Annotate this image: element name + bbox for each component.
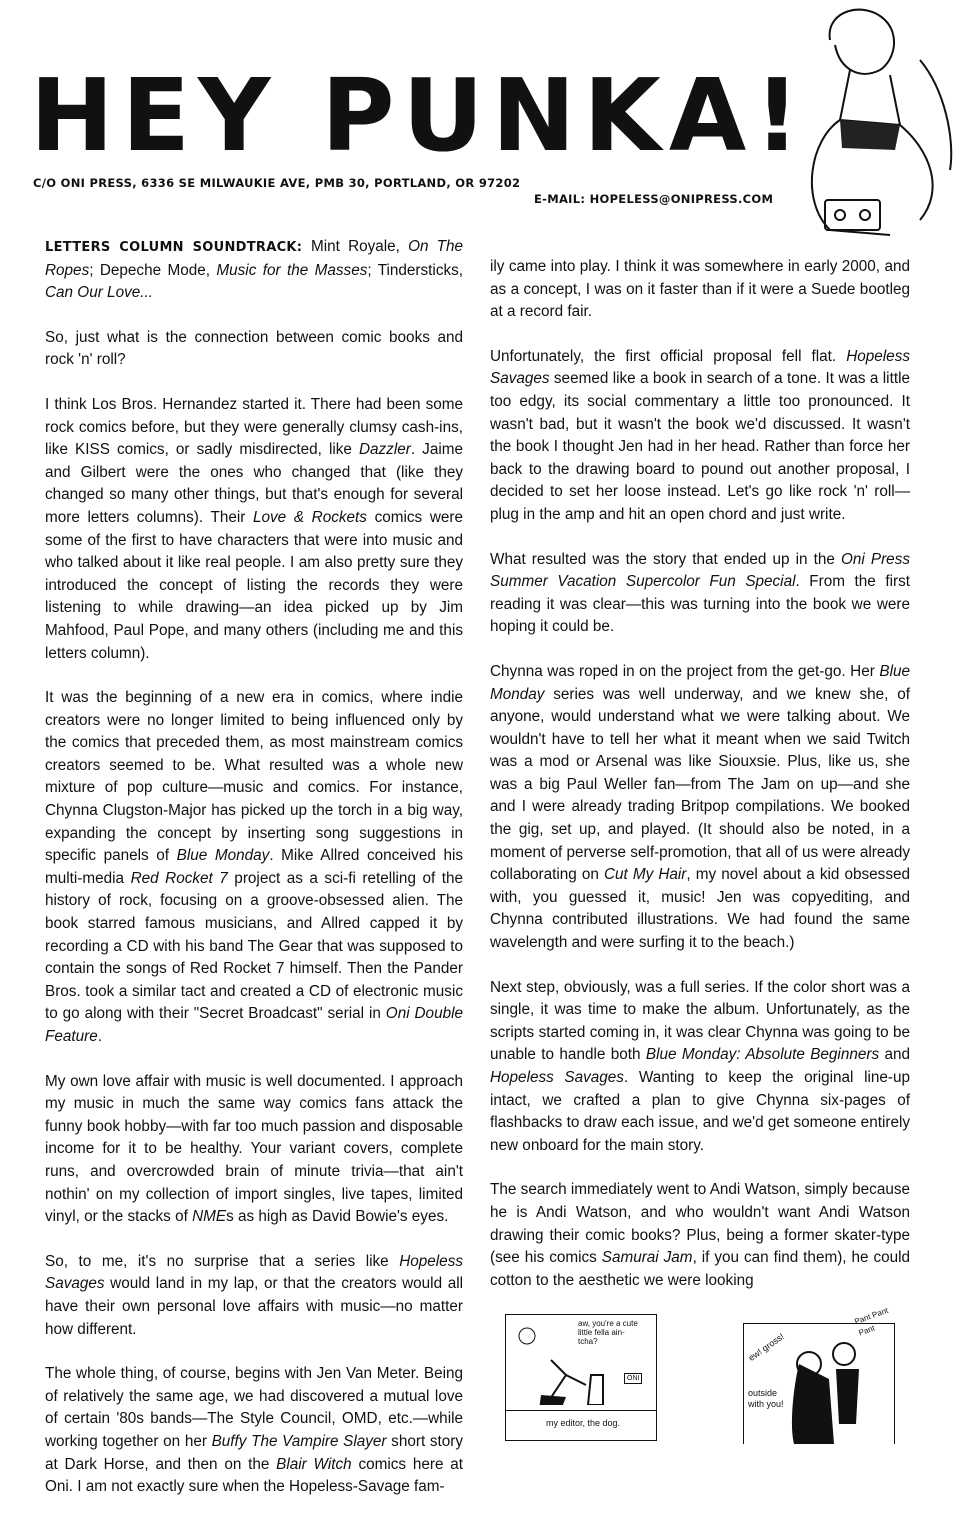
paragraph — [45, 1363, 463, 1499]
left-column — [45, 236, 463, 1521]
title-reference: Blair Witch — [276, 1455, 352, 1473]
speech-text-outside: outside with you! — [748, 1388, 784, 1410]
title-reference: Red Rocket 7 — [130, 869, 228, 887]
text-segment: would land in my lap, or that the creators would all have their own personal love affairs with music—no matter how different. — [45, 1275, 463, 1338]
text-segment: Next step, obviously, was a full series. If the color short was a single, it was time to make the album. Unfortunately, as the scripts started coming in, it was clear Chynna was going to be unable to handle both — [490, 978, 910, 1064]
text-segment: ; Tindersticks, — [367, 261, 464, 279]
paragraph — [45, 394, 463, 665]
title-reference: NME — [192, 1208, 227, 1226]
text-segment: . Wanting to keep the original line-up intact, we crafted a plan to give Chynna six-pages of flashbacks to draw each issue, and we'd get someone entirely new onboard for the main story. — [490, 1069, 910, 1154]
title-reference: Samurai Jam — [601, 1249, 693, 1267]
text-segment: . Mike Allred conceived his multi-media — [45, 847, 464, 887]
paragraph — [490, 1179, 910, 1292]
text-segment: Chynna was roped in on the project from the get-go. Her — [490, 662, 880, 680]
comic-panel-editor-dog — [505, 1314, 657, 1441]
text-segment: , my novel about a kid obsessed with, you guessed it, music! Jen was copyediting, and Chynna contributed illustrations. We had found the same wavelength and were surfing it to the beach.) — [490, 866, 910, 952]
paragraph — [490, 661, 910, 955]
title-reference: Love & Rockets — [253, 508, 367, 526]
woman-and-dog-drawing — [506, 1315, 656, 1405]
text-segment: comics here at Oni. I am not exactly sure when the Hopeless-Savage fam- — [45, 1455, 463, 1496]
text-segment: Mint Royale, — [311, 238, 409, 255]
text-segment: series was well underway, and we knew she, of anyone, would understand what we were talking about. We wouldn't have to tell her what it meant when we said Twitch was a mod or Arsenal was like Siouxsie. Plus, like us, she was a big Paul Weller fan—from The Jam on up—and she and I were already trading Britpop compilations. We booked the gig, set up, and played. (It should also be noted, in a moment of perverse self-promotion, that all of us were already collaborating on — [490, 685, 911, 884]
panel-caption: my editor, the dog. — [546, 1418, 621, 1429]
title-reference: Oni Double Feature — [45, 1005, 463, 1045]
text-segment: project as a sci-fi retelling of the history of rock, focusing on a groove-obsessed alien. The book starred famous musicians, and Allred capped it by recording a CD with his band The Gear that was supposed to contain the songs of Red Rocket 7 himself. Then the Pander Bros. took a similar tact and created a CD of electronic music to go along with their "Secret Broadcast" serial in — [45, 869, 464, 1023]
comic-panel-outside — [743, 1306, 895, 1444]
speech-text-gross: ew! gross! — [746, 1331, 786, 1364]
title-reference: Hopeless Savages — [490, 1069, 624, 1086]
title-reference: Can Our Love... — [45, 284, 153, 302]
text-segment: seemed like a book in search of a tone. It was a little too edgy, its social commentary a little too pronounced. It wasn't bad, but it wasn't the book we'd discussed. It wasn't the book I thought Jen had in her head. Rather than force her back to the drawing board to pound out another proposal, I decided to set her loose instead. Let's go like rock 'n' roll—plug in the amp and hit an open chord and just write. — [490, 370, 910, 523]
girl-with-headphones-illustration — [770, 0, 960, 245]
text-segment: I think Los Bros. Hernandez started it. There had been some rock comics before, but they were generally clumsy cash-ins, like KISS comics, or sadly misdirected, like — [45, 395, 463, 459]
speech-text: aw, you're a cute little fella ain-tcha? — [578, 1319, 638, 1347]
doghouse-sign: ONI — [624, 1373, 642, 1384]
title-reference: On The Ropes — [45, 238, 464, 279]
comic-panels — [490, 1306, 910, 1444]
paragraph — [45, 1251, 463, 1341]
mailing-address: C/O ONI PRESS, 6336 SE MILWAUKIE AVE, PMB 30, PORTLAND, OR 97202 — [33, 176, 521, 190]
text-segment: The whole thing, of course, begins with Jen Van Meter. Being of relatively the same age, we had discovered a mutual love of certain '80s bands—The Style Council, OMD, etc.—while working together on her — [45, 1365, 463, 1450]
paragraph — [45, 236, 463, 305]
right-column — [490, 256, 910, 1444]
text-segment: So, to me, it's no surprise that a series like — [45, 1252, 400, 1270]
soundtrack-label: LETTERS COLUMN SOUNDTRACK: — [45, 240, 312, 255]
text-segment: comics were some of the first to have characters that were into music and who talked about it like real people. I am also pretty sure they introduced the concept of listing the records they were listening to while drawing—an idea picked up by Jim Mahfood, Paul Pope, and many others (including me and this letters column). — [45, 508, 463, 662]
text-segment: ; Depeche Mode, — [89, 261, 217, 279]
text-segment: and — [879, 1046, 910, 1064]
text-segment: Unfortunately, the first official proposal fell flat. — [490, 347, 847, 365]
text-segment: , if you can find them), he could cotton to the aesthetic we were looking — [490, 1249, 911, 1289]
paragraph — [45, 1071, 463, 1229]
text-segment: s as high as David Bowie's eyes. — [226, 1208, 449, 1226]
paragraph — [490, 256, 910, 324]
text-segment: ily came into play. I think it was somewhere in early 2000, and as a concept, I was on it faster than if it were a Suede bootleg at a record fair. — [490, 258, 910, 321]
paragraph — [490, 346, 910, 527]
text-segment: The search immediately went to Andi Watson, simply because he is Andi Watson, and who wouldn't want Andi Watson drawing their comic books? Plus, being a former skater-type (see his comics — [490, 1181, 910, 1267]
woman-and-man-drawing — [744, 1324, 894, 1444]
title-reference: Buffy The Vampire Slayer — [211, 1432, 387, 1450]
text-segment: My own love affair with music is well documented. I approach my music in much the same way comics fans attack the funny book hobby—with far too much passion and disposable income for it to be healthy. Your variant covers, complete runs, and overcrowded brain of minute trivia—that ain't nothin' on my collection of import singles, live tapes, limited vinyl, or the stacks of — [45, 1072, 463, 1226]
title-reference: Blue Monday: Absolute Beginners — [645, 1046, 880, 1064]
title-reference: Music for the Masses — [216, 261, 368, 279]
paragraph — [45, 687, 463, 1049]
text-segment: It was the beginning of a new era in comics, where indie creators were no longer limited to being influenced only by the comics that preceded them, as most mainstream comics creators seemed to be. What resulted was a whole new mixture of pop culture—music and comics. For instance, Chynna Clugston-Major has picked up the torch in a big way, expanding the concept by inserting song suggestions in specific panels of — [45, 689, 463, 865]
title-reference: Blue Monday — [490, 662, 910, 703]
title-reference: Hopeless Savages — [45, 1252, 463, 1293]
text-segment: . — [97, 1028, 102, 1045]
paragraph — [45, 327, 463, 372]
email-address: E-MAIL: HOPELESS@ONIPRESS.COM — [534, 192, 774, 206]
text-segment: So, just what is the connection between comic books and rock 'n' roll? — [45, 328, 463, 369]
sfx-pant: Pant Pant Pant — [853, 1306, 890, 1338]
title-reference: Cut My Hair — [603, 866, 687, 884]
title-reference: Oni Press Summer Vacation Supercolor Fun Special — [490, 550, 910, 591]
paragraph — [490, 977, 910, 1158]
title-reference: Blue Monday — [176, 847, 270, 865]
text-segment: short story at Dark Horse, and then on the — [45, 1432, 463, 1473]
paragraph — [490, 549, 910, 639]
page-title: HEY PUNKA! — [30, 57, 808, 174]
title-reference: Hopeless Savages — [490, 347, 910, 388]
text-segment: . From the first reading it was clear—this was turning into the book we were hoping it could be. — [490, 573, 911, 636]
text-segment: . Jaime and Gilbert were the ones who changed that (like they changed so many other things, but that's enough for several more letters columns). Their — [45, 441, 463, 526]
title-reference: Dazzler — [358, 441, 411, 459]
text-segment: What resulted was the story that ended up in the — [490, 550, 841, 568]
